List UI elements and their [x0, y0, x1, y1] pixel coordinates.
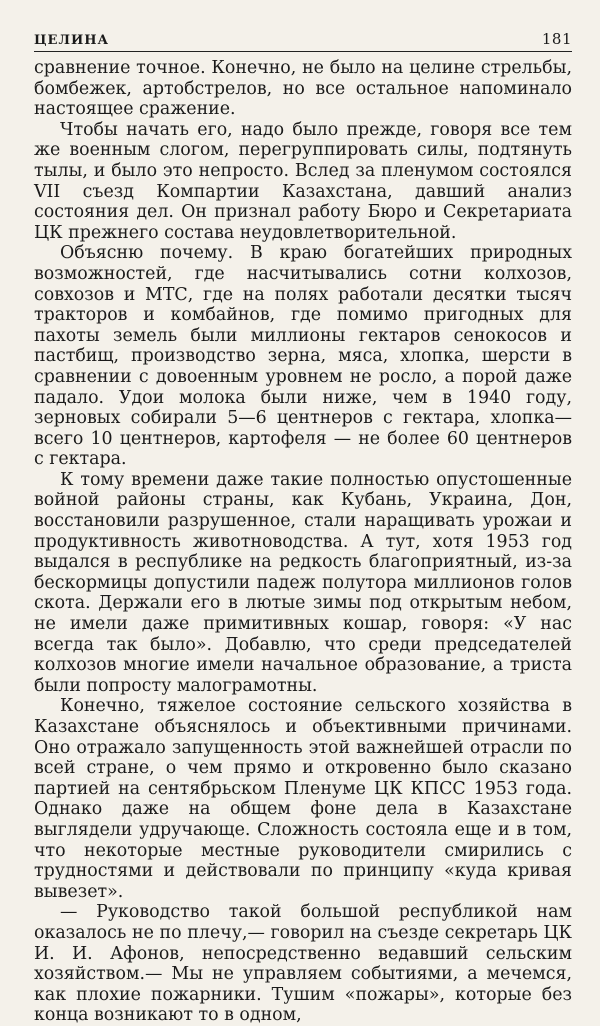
paragraph-4: К тому времени даже такие полностью опустошенные войной районы страны, как Кубань, Украина, Дон, восстановили разрушенное, стали наращивать урожаи и продуктивность животноводства. А тут, хотя 1953 год выдался в республике на редкость благоприятный, из-за бескормицы допустили падеж полутора миллионов голов скота. Держали его в лютые зимы под открытым небом, не имели даже примитивных кошар, говоря: «У нас всегда так было». Добавлю, что среди председателей колхозов многие имели начальное образование, а триста были попросту малограмотны. [34, 469, 572, 696]
page-number: 181 [541, 30, 572, 48]
page-body [34, 58, 572, 1026]
paragraph-3: Объясню почему. В краю богатейших природных возможностей, где насчитывались сотни колхозов, совхозов и МТС, где на полях работали десятки тысяч тракторов и комбайнов, где помимо пригодных для пахоты земель были миллионы гектаров сенокосов и пастбищ, производство зерна, мяса, хлопка, шерсти в сравнении с довоенным уровнем не росло, а порой даже падало. Удои молока были ниже, чем в 1940 году, зерновых собирали 5—6 центнеров с гектара, хлопка— всего 10 центнеров, картофеля — не более 60 центнеров с гектара. [34, 243, 572, 470]
paragraph-5: Конечно, тяжелое состояние сельского хозяйства в Казахстане объяснялось и объективными причинами. Оно отражало запущенность этой важнейшей отрасли по всей стране, о чем прямо и откровенно было сказано партией на сентябрьском Пленуме ЦК КПСС 1953 года. Однако даже на общем фоне дела в Казахстане выглядели удручающе. Сложность состояла еще и в том, что некоторые местные руководители смирились с трудностями и действовали по принципу «куда кривая вывезет». [34, 696, 572, 902]
paragraph-6: — Руководство такой большой республикой нам оказалось не по плечу,— говорил на съезде секретарь ЦК И. И. Афонов, непосредственно ведавший сельским хозяйством.— Мы не управляем событиями, а мечемся, как плохие пожарники. Тушим «пожары», которые без конца возникают то в одном, [34, 902, 572, 1026]
page-header [34, 0, 572, 52]
paragraph-1: сравнение точное. Конечно, не было на целине стрельбы, бомбежек, артобстрелов, но все остальное напоминало настоящее сражение. [34, 58, 572, 120]
paragraph-2: Чтобы начать его, надо было прежде, говоря все тем же военным слогом, перегруппировать силы, подтянуть тылы, и было это непросто. Вслед за пленумом состоялся VII съезд Компартии Казахстана, давший анализ состояния дел. Он признал работу Бюро и Секретариата ЦК прежнего состава неудовлетворительной. [34, 119, 572, 243]
running-head: ЦЕЛИНА [34, 33, 110, 48]
